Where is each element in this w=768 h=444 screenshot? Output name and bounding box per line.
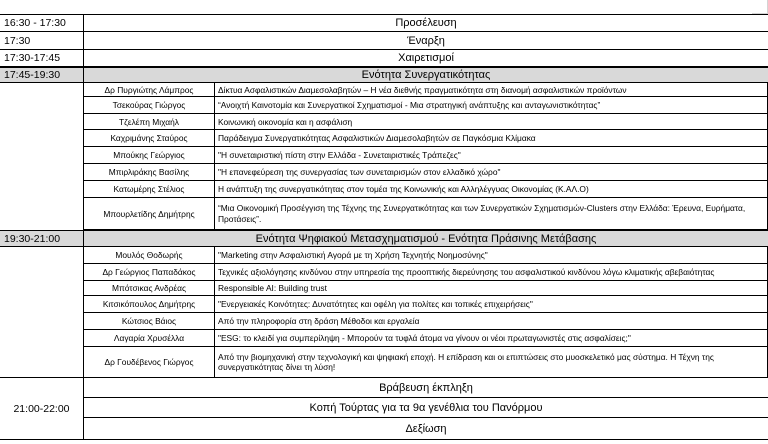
talk-topic[interactable]: "Η συνεταιριστική πίστη στην Ελλάδα - Συνεταιριστικές Τράπεζες" — [215, 147, 768, 164]
speaker-name[interactable]: Μπουρλετίδης Δημήτρης — [84, 198, 215, 230]
talk-topic[interactable]: "Ενεργειακές Κοινότητες: Δυνατότητες και οφέλη για πολίτες και τοπικές επιχειρήσεις" — [215, 296, 768, 313]
section-title[interactable]: Ενότητα Συνεργατικότητας — [84, 67, 768, 83]
session-title[interactable]: Έναρξη — [84, 32, 768, 50]
time-cell[interactable]: 17:30-17:45 — [0, 50, 84, 67]
speaker-name[interactable]: Μπιρλιράκης Βασίλης — [84, 164, 215, 181]
talk-topic[interactable]: Από την βιομηχανική στην τεχνολογική και ψηφιακή εποχή. Η επίδραση και οι επιπτώσεις στο μυοσκελετικό μας σύστημα. Η Τέχνη της συνεργατικότητας δίνει τη λύση! — [215, 347, 768, 378]
speaker-name[interactable]: Κιτσικόπουλος Δημήτρης — [84, 296, 215, 313]
talk-topic[interactable]: Responsible AI: Building trust — [215, 281, 768, 296]
speaker-name[interactable]: Κατωμέρης Στέλιος — [84, 181, 215, 198]
talk-topic[interactable]: Κοινωνική οικονομία και η ασφάλιση — [215, 114, 768, 130]
speaker-name[interactable]: Μπούκης Γεώργιος — [84, 147, 215, 164]
talk-topic[interactable]: “Μια Οικονομική Προσέγγιση της Τέχνης της Συνεργατικότητας και των Συνεργατικών Σχηματισμών-Clusters στην Ελλάδα: Έρευνα, Ευρήματα, Προτάσεις”. — [215, 198, 768, 230]
speaker-name[interactable]: Δρ Γουδέβενος Γιώργος — [84, 347, 215, 378]
speaker-name[interactable]: Κώτσιος Βάιος — [84, 313, 215, 330]
empty-cell[interactable] — [752, 0, 768, 14]
section-time[interactable]: 17:45-19:30 — [0, 67, 84, 83]
talk-topic[interactable]: "Marketing στην Ασφαλιστική Αγορά με τη Χρήση Τεχνητής Νοημοσύνης" — [215, 247, 768, 264]
talk-topic[interactable]: "Η επανεφεύρεση της συνεργασίας των συνεταιρισμών στον ελλαδικό χώρο" — [215, 164, 768, 181]
speaker-name[interactable]: Δρ Πυργιώτης Λάμπρος — [84, 83, 215, 97]
speaker-name[interactable]: Δρ Γεώργιος Παπαδάκος — [84, 264, 215, 281]
talk-topic[interactable]: Η ανάπτυξη της συνεργατικότητας στον τομέα της Κοινωνικής και Αλληλέγγυας Οικονομίας (Κ.ΑΛ.Ο) — [215, 181, 768, 198]
time-cell[interactable]: 17:30 — [0, 32, 84, 50]
talk-topic[interactable]: "ESG: το κλειδί για συμπερίληψη - Μπορούν τα τυφλά άτομα να γίνουν οι νέοι πρωταγωνιστές στις ασφαλίσεις;" — [215, 330, 768, 347]
speaker-name[interactable]: Μπότσικας Ανδρέας — [84, 281, 215, 296]
speaker-name[interactable]: Τσεκούρας Γιώργος — [84, 97, 215, 114]
talk-topic[interactable]: Παράδειγμα Συνεργατικότητας Ασφαλιστικών Διαμεσολαβητών σε Παγκόσμια Κλίμακα — [215, 130, 768, 147]
empty-time-cell — [0, 247, 84, 378]
closing-item-cake[interactable]: Κοπή Τούρτας για τα 9α γενέθλια του Πανόρμου — [84, 398, 768, 418]
empty-time-cell — [0, 83, 84, 230]
speaker-name[interactable]: Λαγαρία Χρυσέλλα — [84, 330, 215, 347]
time-cell[interactable]: 16:30 - 17:30 — [0, 14, 84, 32]
speaker-name[interactable]: Καχριμάνης Σταύρος — [84, 130, 215, 147]
talk-topic[interactable]: Από την πληροφορία στη δράση Μέθοδοι και εργαλεία — [215, 313, 768, 330]
speaker-name[interactable]: Μουλός Θοδωρής — [84, 247, 215, 264]
speaker-name[interactable]: Τζελέπη Μιχαήλ — [84, 114, 215, 130]
closing-item-reception[interactable]: Δεξίωση — [84, 418, 768, 440]
session-title[interactable]: Χαιρετισμοί — [84, 50, 768, 67]
talk-topic[interactable]: Δίκτυα Ασφαλιστικών Διαμεσολαβητών – Η νέα διεθνής πραγματικότητα στη διανομή ασφαλιστικών προϊόντων — [215, 83, 768, 97]
closing-item-award[interactable]: Βράβευση έκπληξη — [84, 378, 768, 398]
section-title[interactable]: Ενότητα Ψηφιακού Μετασχηματισμού - Ενότητα Πράσινης Μετάβασης — [84, 230, 768, 247]
closing-time[interactable]: 21:00-22:00 — [0, 378, 84, 440]
section-time[interactable]: 19:30-21:00 — [0, 230, 84, 247]
session-title[interactable]: Προσέλευση — [84, 14, 768, 32]
talk-topic[interactable]: “Ανοιχτή Καινοτομία και Συνεργατικοί Σχηματισμοί - Μια στρατηγική ανάπτυξης και ανταγωνιστικότητας” — [215, 97, 768, 114]
talk-topic[interactable]: Τεχνικές αξιολόγησης κινδύνου στην υπηρεσία της προοπτικής διερεύνησης του ασφαλιστικού κινδύνου λόγω κλιματικής αβεβαιότητας — [215, 264, 768, 281]
